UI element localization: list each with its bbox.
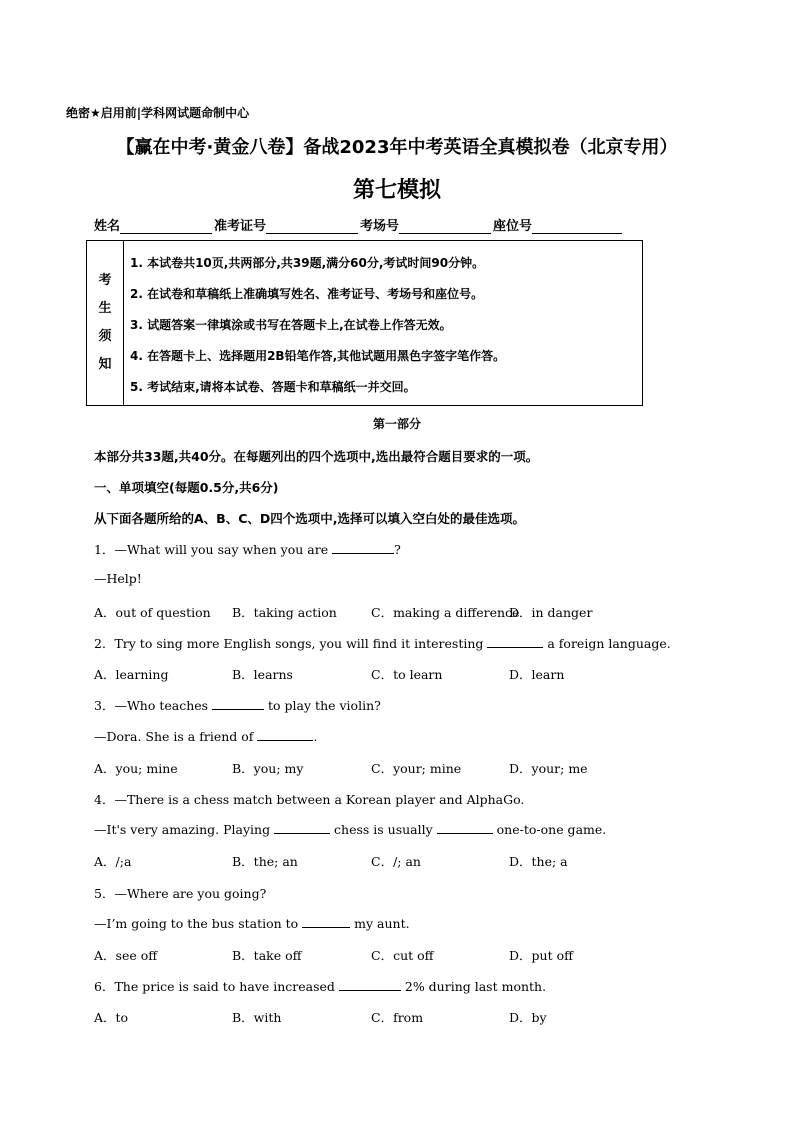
question-1-line-2: —Help! bbox=[94, 571, 142, 586]
notice-label-char: 生 bbox=[98, 301, 112, 316]
option-d: D．by bbox=[509, 1010, 547, 1025]
candidate-notice-box bbox=[86, 240, 643, 406]
question-text: chess is usually bbox=[330, 822, 437, 837]
notice-label-char: 考 bbox=[98, 273, 112, 288]
question-3-line-1 bbox=[94, 696, 381, 714]
option-c: C．to learn bbox=[371, 667, 443, 682]
option-a: A．out of question bbox=[94, 605, 211, 620]
question-text: ? bbox=[394, 542, 401, 557]
section-title: 一、单项填空(每题0.5分,共6分) bbox=[94, 480, 279, 495]
question-text: 3．—Who teaches bbox=[94, 698, 213, 713]
notice-label-char: 知 bbox=[98, 357, 112, 372]
option-a: A．learning bbox=[94, 667, 169, 682]
confidential-line: 绝密★启用前|学科网试题命制中心 bbox=[66, 106, 250, 120]
question-text: my aunt. bbox=[350, 916, 410, 931]
notice-item: 2. 在试卷和草稿纸上准确填写姓名、准考证号、考场号和座位号。 bbox=[130, 287, 484, 301]
option-d: D．your; me bbox=[509, 761, 588, 776]
question-5-line-1: 5．—Where are you going? bbox=[94, 886, 267, 901]
answer-blank bbox=[487, 635, 543, 648]
notice-items bbox=[130, 254, 505, 409]
question-2-line-1 bbox=[94, 634, 671, 652]
notice-item: 1. 本试卷共10页,共两部分,共39题,满分60分,考试时间90分钟。 bbox=[130, 256, 485, 270]
question-text: —It's very amazing. Playing bbox=[94, 822, 275, 837]
answer-blank bbox=[332, 541, 394, 554]
exam-id-label: 准考证号 bbox=[214, 219, 267, 234]
option-c: C．/; an bbox=[371, 854, 421, 869]
seat-blank bbox=[532, 219, 622, 234]
question-text: —I’m going to the bus station to bbox=[94, 916, 303, 931]
question-4-line-1: 4．—There is a chess match between a Korean player and AlphaGo. bbox=[94, 792, 525, 807]
seat-label: 座位号 bbox=[493, 219, 533, 234]
option-d: D．in danger bbox=[509, 605, 593, 620]
name-blank bbox=[120, 219, 212, 234]
question-4-line-2 bbox=[94, 821, 606, 837]
option-b: B．the; an bbox=[232, 854, 298, 869]
answer-blank bbox=[437, 821, 493, 834]
option-b: B．with bbox=[232, 1010, 282, 1025]
option-a: A．to bbox=[94, 1010, 129, 1025]
option-c: C．your; mine bbox=[371, 761, 462, 776]
question-3-line-2 bbox=[94, 728, 317, 744]
question-text: . bbox=[313, 729, 318, 744]
question-6-line-1 bbox=[94, 977, 546, 995]
question-text: 6．The price is said to have increased bbox=[94, 979, 339, 994]
answer-blank bbox=[302, 915, 350, 928]
option-d: D．put off bbox=[509, 948, 573, 963]
name-label: 姓名 bbox=[94, 219, 121, 234]
notice-item: 4. 在答题卡上、选择题用2B铅笔作答,其他试题用黑色字签字笔作答。 bbox=[130, 349, 506, 363]
option-a: A．/;a bbox=[94, 854, 132, 869]
question-text: a foreign language. bbox=[543, 636, 671, 651]
question-text: —Dora. She is a friend of bbox=[94, 729, 258, 744]
answer-blank bbox=[212, 697, 264, 710]
question-1-line-1 bbox=[94, 540, 401, 558]
option-a: A．you; mine bbox=[94, 761, 178, 776]
part-title: 第一部分 bbox=[372, 417, 421, 431]
exam-title: 【赢在中考·黄金八卷】备战2023年中考英语全真模拟卷（北京专用） bbox=[116, 137, 678, 158]
notice-item: 3. 试题答案一律填涂或书写在答题卡上,在试卷上作答无效。 bbox=[130, 318, 452, 332]
question-text: 1．—What will you say when you are bbox=[94, 542, 333, 557]
notice-item: 5. 考试结束,请将本试卷、答题卡和草稿纸一并交回。 bbox=[130, 380, 416, 394]
option-d: D．learn bbox=[509, 667, 565, 682]
room-blank bbox=[399, 219, 491, 234]
option-d: D．the; a bbox=[509, 854, 568, 869]
part-intro: 本部分共33题,共40分。在每题列出的四个选项中,选出最符合题目要求的一项。 bbox=[94, 449, 539, 464]
question-text: to play the violin? bbox=[264, 698, 381, 713]
answer-blank bbox=[274, 821, 330, 834]
room-label: 考场号 bbox=[360, 219, 400, 234]
option-c: C．making a difference bbox=[371, 605, 520, 620]
candidate-info-row bbox=[94, 215, 624, 234]
answer-blank bbox=[339, 978, 401, 991]
option-b: B．taking action bbox=[232, 605, 337, 620]
section-instruction: 从下面各题所给的A、B、C、D四个选项中,选择可以填入空白处的最佳选项。 bbox=[94, 511, 526, 526]
exam-subtitle: 第七模拟 bbox=[352, 178, 441, 203]
option-b: B．take off bbox=[232, 948, 302, 963]
option-a: A．see off bbox=[94, 948, 158, 963]
question-5-line-2 bbox=[94, 915, 410, 931]
option-c: C．from bbox=[371, 1010, 424, 1025]
question-text: 2% during last month. bbox=[400, 979, 547, 994]
question-text: 2．Try to sing more English songs, you will find it interesting bbox=[94, 636, 488, 651]
option-b: B．you; my bbox=[232, 761, 304, 776]
notice-label bbox=[87, 241, 124, 405]
notice-label-char: 须 bbox=[98, 329, 112, 344]
option-b: B．learns bbox=[232, 667, 293, 682]
question-text: one-to-one game. bbox=[492, 822, 607, 837]
exam-id-blank bbox=[266, 219, 358, 234]
answer-blank bbox=[257, 728, 313, 741]
option-c: C．cut off bbox=[371, 948, 434, 963]
